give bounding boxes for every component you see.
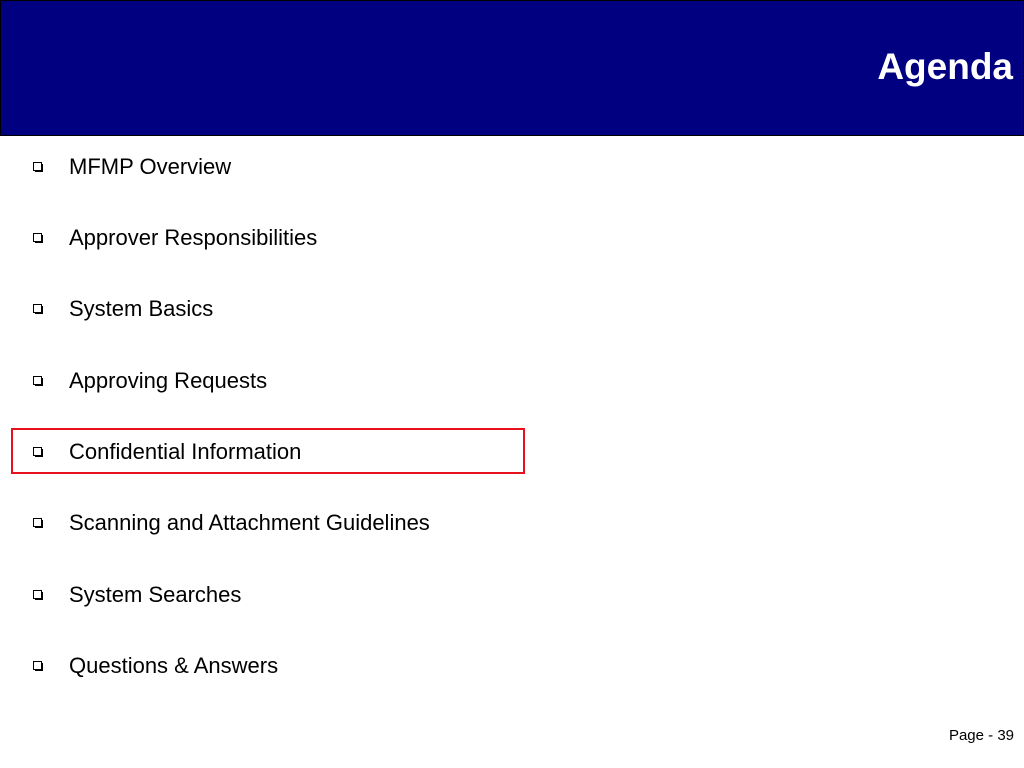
agenda-item-approver-responsibilities [0, 223, 600, 253]
page-number: Page - 39 [948, 727, 1014, 744]
square-bullet-icon [33, 518, 42, 527]
agenda-item-questions-answers [0, 651, 600, 681]
agenda-item-label: MFMP Overview [69, 154, 232, 179]
agenda-item-scanning-guidelines [0, 508, 600, 538]
agenda-item-label: System Searches [69, 582, 242, 607]
square-bullet-icon [33, 376, 42, 385]
agenda-item-system-basics [0, 294, 600, 324]
agenda-item-mfmp-overview [0, 152, 600, 182]
square-bullet-icon [33, 304, 42, 313]
square-bullet-icon [33, 590, 42, 599]
square-bullet-icon [33, 233, 42, 242]
agenda-item-label: Confidential Information [69, 439, 302, 464]
agenda-item-label: Approver Responsibilities [69, 225, 318, 250]
agenda-item-approving-requests [0, 366, 600, 396]
agenda-item-label: Scanning and Attachment Guidelines [69, 510, 430, 535]
current-section-highlight [11, 428, 525, 474]
agenda-item-label: Approving Requests [69, 368, 268, 393]
square-bullet-icon [33, 661, 42, 670]
slide-title: Agenda [877, 46, 1013, 87]
agenda-item-system-searches [0, 580, 600, 610]
square-bullet-icon [33, 162, 42, 171]
agenda-item-label: Questions & Answers [69, 653, 279, 678]
agenda-item-label: System Basics [69, 296, 214, 321]
slide-header [0, 0, 1024, 136]
